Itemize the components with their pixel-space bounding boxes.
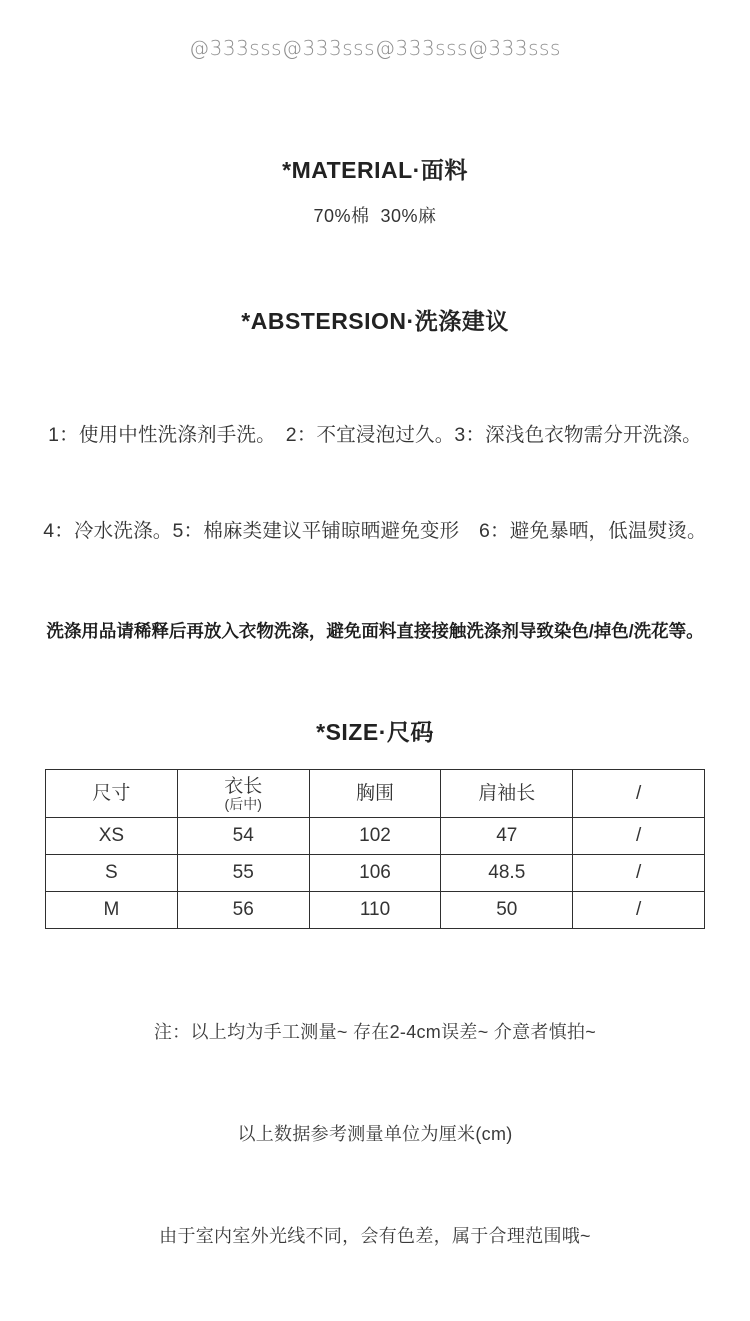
table-header-length [177, 770, 309, 818]
table-header-slash [573, 770, 705, 818]
table-cell: M [46, 892, 178, 929]
washing-warning: 洗涤用品请稀释后再放入衣物洗涤，避免面料直接接触洗涤剂导致染色/掉色/洗花等。 [46, 621, 704, 641]
washing-instruction-line-1: 1：使用中性洗涤剂手洗。 2：不宜浸泡过久。3：深浅色衣物需分开洗涤。 [48, 424, 702, 446]
table-cell: XS [46, 818, 178, 855]
material-heading: *MATERIAL·面料 [282, 157, 468, 183]
washing-instructions [0, 355, 750, 611]
note-line-2: 以上数据参考测量单位为厘米(cm) [237, 1124, 513, 1144]
size-heading: *SIZE·尺码 [316, 719, 434, 745]
size-section [0, 718, 750, 1321]
table-header-label: / [635, 783, 642, 804]
material-composition: 70%棉 30%麻 [313, 206, 437, 226]
table-cell: 110 [309, 892, 441, 929]
washing-heading: *ABSTERSION·洗涤建议 [241, 308, 509, 334]
material-section [0, 156, 750, 227]
table-cell: 55 [177, 855, 309, 892]
table-cell: 102 [309, 818, 441, 855]
table-cell: / [573, 892, 705, 929]
table-cell: 106 [309, 855, 441, 892]
table-cell: 47 [441, 818, 573, 855]
note-line-1: 注：以上均为手工测量~ 存在2-4cm误差~ 介意者慎拍~ [153, 1022, 597, 1042]
table-cell: 50 [441, 892, 573, 929]
table-cell: / [573, 855, 705, 892]
table-header-size [46, 770, 178, 818]
size-table [45, 769, 705, 929]
size-table-header-row [46, 770, 705, 818]
table-header-label: 衣长 [224, 775, 263, 797]
table-cell: S [46, 855, 178, 892]
washing-instruction-line-2: 4：冷水洗涤。5：棉麻类建议平铺晾晒避免变形 6：避免暴晒，低温熨烫。 [43, 520, 707, 542]
table-cell: / [573, 818, 705, 855]
table-cell: 48.5 [441, 855, 573, 892]
table-header-shoulder-sleeve [441, 770, 573, 818]
table-header-label: 胸围 [355, 783, 394, 804]
table-header-label: 肩袖长 [478, 783, 536, 804]
table-row-m [46, 892, 705, 929]
washing-section [0, 307, 750, 642]
watermark-text: @333sss@333sss@333sss@333sss [189, 36, 561, 60]
table-row-s [46, 855, 705, 892]
measurement-notes [0, 947, 750, 1321]
table-cell: 56 [177, 892, 309, 929]
table-row-xs [46, 818, 705, 855]
table-cell: 54 [177, 818, 309, 855]
table-header-label: 尺寸 [92, 783, 131, 804]
table-header-bust [309, 770, 441, 818]
table-header-sublabel: (后中) [224, 795, 262, 812]
note-line-3: 由于室内室外光线不同，会有色差，属于合理范围哦~ [159, 1226, 591, 1246]
